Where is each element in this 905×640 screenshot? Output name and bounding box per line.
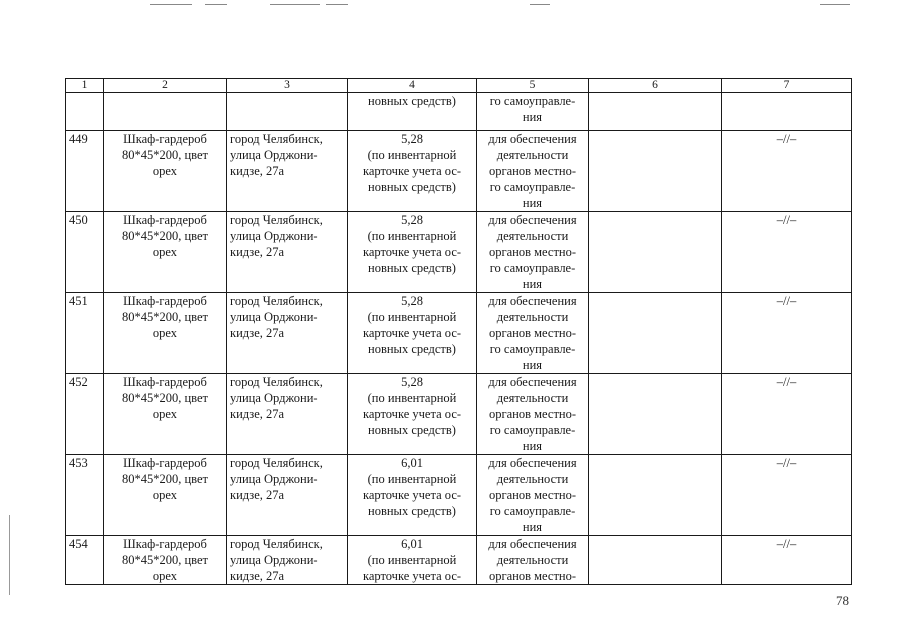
cell-line: улица Орджони- xyxy=(230,391,318,405)
cell-line: Шкаф-гардероб xyxy=(123,132,207,146)
cell-empty xyxy=(589,93,722,131)
cell-line: орех xyxy=(152,326,178,340)
scan-artifact-line xyxy=(205,4,227,5)
scan-artifact-edge xyxy=(9,515,10,595)
cell-purpose xyxy=(477,293,589,374)
cell-line: карточке учета ос- xyxy=(362,488,462,502)
cell-purpose xyxy=(477,212,589,293)
cell-line: 6,01 xyxy=(401,537,423,551)
cell-address xyxy=(227,212,348,293)
cell-line: органов местно- xyxy=(488,488,577,502)
cell-empty xyxy=(589,212,722,293)
cell-line: Шкаф-гардероб xyxy=(123,456,207,470)
cell-line: орех xyxy=(152,245,178,259)
cell-empty xyxy=(589,455,722,536)
cell-line: Шкаф-гардероб xyxy=(123,375,207,389)
cell-line: для обеспечения xyxy=(488,132,577,146)
cell-value xyxy=(348,374,477,455)
cell-line: органов местно- xyxy=(488,326,577,340)
cell-line: город Челябинск, xyxy=(230,132,323,146)
cell-number: 452 xyxy=(66,374,104,455)
cell-purpose xyxy=(477,131,589,212)
cell-line: орех xyxy=(152,488,178,502)
cell-address xyxy=(227,374,348,455)
cell-line: ния xyxy=(522,277,543,291)
cell-line: ния xyxy=(522,196,543,210)
cell-line: новных средств) xyxy=(368,423,456,437)
cell-line: для обеспечения xyxy=(488,213,577,227)
cell-address xyxy=(227,536,348,585)
table-row xyxy=(66,536,852,585)
column-header: 6 xyxy=(589,79,722,93)
cell-line: орех xyxy=(152,569,178,583)
cell-line: 80*45*200, цвет xyxy=(121,391,209,405)
cell-line: кидзе, 27а xyxy=(230,245,285,259)
cell-line: кидзе, 27а xyxy=(230,488,285,502)
column-number-header-row xyxy=(66,79,852,93)
cell-line: для обеспечения xyxy=(488,537,577,551)
cell-line: карточке учета ос- xyxy=(362,326,462,340)
table-row xyxy=(66,374,852,455)
cell-line: 80*45*200, цвет xyxy=(121,472,209,486)
table-row xyxy=(66,455,852,536)
cell-line: город Челябинск, xyxy=(230,294,323,308)
cell-ditto: –//– xyxy=(722,131,852,212)
cell-name xyxy=(104,93,227,131)
table-row xyxy=(66,131,852,212)
column-header: 7 xyxy=(722,79,852,93)
cell-line: новных средств) xyxy=(368,180,456,194)
cell-line: деятельности xyxy=(496,472,569,486)
cell-line: город Челябинск, xyxy=(230,537,323,551)
cell-line: го самоуправле- xyxy=(489,504,576,518)
cell-line: органов местно- xyxy=(488,245,577,259)
cell-line: Шкаф-гардероб xyxy=(123,537,207,551)
cell-line: улица Орджони- xyxy=(230,472,318,486)
table-row xyxy=(66,293,852,374)
cell-line: для обеспечения xyxy=(488,456,577,470)
cell-line: 80*45*200, цвет xyxy=(121,229,209,243)
cell-ditto: –//– xyxy=(722,536,852,585)
cell-line: го самоуправле- xyxy=(489,423,576,437)
cell-line: кидзе, 27а xyxy=(230,326,285,340)
cell-line: (по инвентарной xyxy=(367,553,457,567)
column-header: 2 xyxy=(104,79,227,93)
scan-artifact-line xyxy=(530,4,550,5)
cell-name xyxy=(104,374,227,455)
cell-line: го самоуправле- xyxy=(489,261,576,275)
cell-line: для обеспечения xyxy=(488,294,577,308)
cell-line: ния xyxy=(522,520,543,534)
cell-line: 5,28 xyxy=(401,375,423,389)
cell-line: ния xyxy=(522,110,543,124)
cell-line: 5,28 xyxy=(401,294,423,308)
cell-line: ния xyxy=(522,358,543,372)
cell-name xyxy=(104,212,227,293)
cell-line: органов местно- xyxy=(488,407,577,421)
cell-line: 5,28 xyxy=(401,213,423,227)
continuation-row xyxy=(66,93,852,131)
cell-line: органов местно- xyxy=(488,569,577,583)
cell-ditto: –//– xyxy=(722,293,852,374)
cell-value xyxy=(348,455,477,536)
cell-value xyxy=(348,131,477,212)
cell-line: 6,01 xyxy=(401,456,423,470)
cell-line: деятельности xyxy=(496,391,569,405)
cell-empty xyxy=(722,93,852,131)
cell-purpose xyxy=(477,374,589,455)
cell-line: (по инвентарной xyxy=(367,391,457,405)
cell-line: (по инвентарной xyxy=(367,229,457,243)
cell-value xyxy=(348,293,477,374)
cell-line: карточке учета ос- xyxy=(362,164,462,178)
cell-line: новных средств) xyxy=(368,94,456,108)
cell-line: органов местно- xyxy=(488,164,577,178)
column-header: 3 xyxy=(227,79,348,93)
scan-artifact-line xyxy=(820,4,850,5)
cell-line: 80*45*200, цвет xyxy=(121,310,209,324)
cell-address xyxy=(227,293,348,374)
column-header: 1 xyxy=(66,79,104,93)
column-header: 5 xyxy=(477,79,589,93)
cell-line: кидзе, 27а xyxy=(230,569,285,583)
cell-line: улица Орджони- xyxy=(230,553,318,567)
cell-number xyxy=(66,93,104,131)
scan-artifact-line xyxy=(326,4,348,5)
cell-ditto: –//– xyxy=(722,212,852,293)
cell-line: орех xyxy=(152,164,178,178)
cell-address xyxy=(227,93,348,131)
cell-number: 454 xyxy=(66,536,104,585)
cell-line: (по инвентарной xyxy=(367,472,457,486)
cell-line: го самоуправле- xyxy=(489,94,576,108)
cell-address xyxy=(227,455,348,536)
cell-line: (по инвентарной xyxy=(367,310,457,324)
cell-line: улица Орджони- xyxy=(230,310,318,324)
cell-line: (по инвентарной xyxy=(367,148,457,162)
cell-name xyxy=(104,293,227,374)
table-row xyxy=(66,212,852,293)
cell-address xyxy=(227,131,348,212)
cell-line: для обеспечения xyxy=(488,375,577,389)
cell-number: 453 xyxy=(66,455,104,536)
cell-name xyxy=(104,536,227,585)
scan-artifact-line xyxy=(270,4,320,5)
cell-name xyxy=(104,131,227,212)
cell-empty xyxy=(589,131,722,212)
cell-purpose xyxy=(477,536,589,585)
cell-line: новных средств) xyxy=(368,504,456,518)
cell-value xyxy=(348,93,477,131)
page-number: 78 xyxy=(836,593,849,608)
cell-line: карточке учета ос- xyxy=(362,245,462,259)
cell-number: 451 xyxy=(66,293,104,374)
cell-ditto: –//– xyxy=(722,374,852,455)
cell-line: карточке учета ос- xyxy=(362,569,462,583)
cell-value xyxy=(348,536,477,585)
scan-artifact-line xyxy=(150,4,192,5)
cell-name xyxy=(104,455,227,536)
cell-line: деятельности xyxy=(496,553,569,567)
cell-line: новных средств) xyxy=(368,261,456,275)
cell-line: го самоуправле- xyxy=(489,180,576,194)
cell-line: Шкаф-гардероб xyxy=(123,213,207,227)
cell-line: кидзе, 27а xyxy=(230,164,285,178)
cell-line: город Челябинск, xyxy=(230,456,323,470)
cell-empty xyxy=(589,293,722,374)
cell-line: 5,28 xyxy=(401,132,423,146)
cell-line: деятельности xyxy=(496,148,569,162)
cell-value xyxy=(348,212,477,293)
cell-line: 80*45*200, цвет xyxy=(121,553,209,567)
cell-empty xyxy=(589,374,722,455)
cell-line: новных средств) xyxy=(368,342,456,356)
cell-line: город Челябинск, xyxy=(230,213,323,227)
cell-line: 80*45*200, цвет xyxy=(121,148,209,162)
cell-line: деятельности xyxy=(496,310,569,324)
cell-number: 450 xyxy=(66,212,104,293)
cell-line: ния xyxy=(522,439,543,453)
cell-line: карточке учета ос- xyxy=(362,407,462,421)
cell-line: орех xyxy=(152,407,178,421)
cell-empty xyxy=(589,536,722,585)
column-header: 4 xyxy=(348,79,477,93)
cell-purpose xyxy=(477,455,589,536)
cell-line: улица Орджони- xyxy=(230,229,318,243)
cell-line: город Челябинск, xyxy=(230,375,323,389)
cell-purpose xyxy=(477,93,589,131)
cell-ditto: –//– xyxy=(722,455,852,536)
cell-line: деятельности xyxy=(496,229,569,243)
cell-line: улица Орджони- xyxy=(230,148,318,162)
cell-line: Шкаф-гардероб xyxy=(123,294,207,308)
cell-line: кидзе, 27а xyxy=(230,407,285,421)
cell-line: го самоуправле- xyxy=(489,342,576,356)
cell-number: 449 xyxy=(66,131,104,212)
inventory-table xyxy=(65,78,852,585)
